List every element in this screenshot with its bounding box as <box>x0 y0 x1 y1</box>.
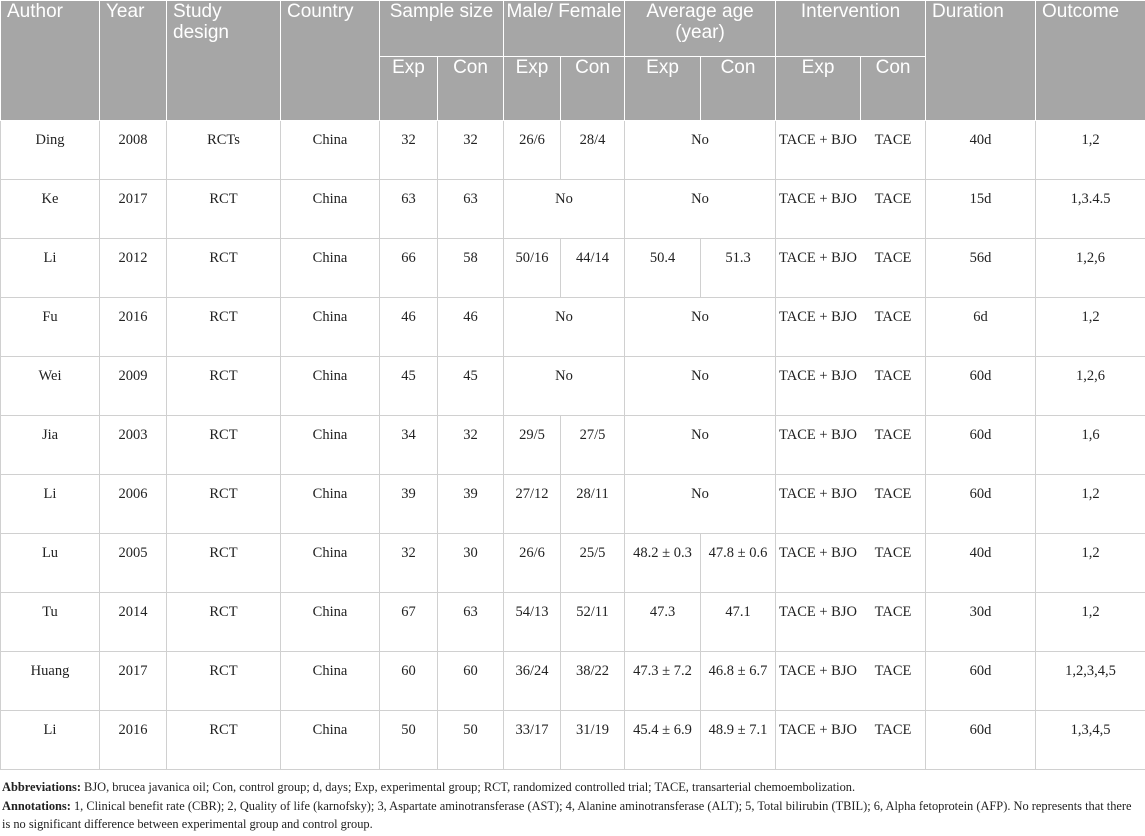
cell-year: 2003 <box>100 416 167 475</box>
cell-intervention-exp: TACE + BJO <box>776 121 861 180</box>
cell-age-exp: 48.2 ± 0.3 <box>625 534 701 593</box>
cell-sample-con: 50 <box>438 711 504 770</box>
cell-mf-exp: 54/13 <box>504 593 561 652</box>
cell-male-female: No <box>504 357 625 416</box>
table-row <box>1 298 1145 357</box>
cell-study-design: RCT <box>167 593 281 652</box>
cell-mf-con: 28/4 <box>561 121 625 180</box>
cell-intervention-exp: TACE + BJO <box>776 711 861 770</box>
cell-sample-con: 63 <box>438 180 504 239</box>
cell-outcome: 1,2,6 <box>1036 357 1145 416</box>
cell-average-age: No <box>625 357 776 416</box>
cell-author: Tu <box>1 593 100 652</box>
header-author: Author <box>1 1 100 121</box>
cell-sample-con: 58 <box>438 239 504 298</box>
cell-mf-con: 28/11 <box>561 475 625 534</box>
cell-study-design: RCT <box>167 298 281 357</box>
cell-outcome: 1,2 <box>1036 534 1145 593</box>
cell-country: China <box>281 475 380 534</box>
cell-intervention-exp: TACE + BJO <box>776 357 861 416</box>
cell-mf-exp: 50/16 <box>504 239 561 298</box>
cell-author: Huang <box>1 652 100 711</box>
cell-sample-con: 32 <box>438 416 504 475</box>
cell-outcome: 1,2 <box>1036 121 1145 180</box>
cell-sample-exp: 32 <box>380 121 438 180</box>
annotations-text: 1, Clinical benefit rate (CBR); 2, Quality of life (karnofsky); 3, Aspartate aminotransferase (AST); 4, Alanine aminotransferase (ALT); 5, Total bilirubin (TBIL); 6, Alpha fetoprotein (AFP). No represents that there is no significant difference between experimental group and control group. <box>2 798 1132 831</box>
cell-age-con: 51.3 <box>701 239 776 298</box>
cell-intervention-exp: TACE + BJO <box>776 416 861 475</box>
cell-average-age: No <box>625 121 776 180</box>
subheader-sample-con: Con <box>438 57 504 121</box>
cell-intervention-con: TACE <box>861 534 926 593</box>
cell-mf-con: 31/19 <box>561 711 625 770</box>
cell-sample-exp: 34 <box>380 416 438 475</box>
table-body <box>1 121 1145 770</box>
cell-author: Li <box>1 475 100 534</box>
cell-intervention-con: TACE <box>861 239 926 298</box>
cell-intervention-exp: TACE + BJO <box>776 593 861 652</box>
cell-mf-exp: 26/6 <box>504 534 561 593</box>
cell-country: China <box>281 180 380 239</box>
cell-sample-exp: 32 <box>380 534 438 593</box>
cell-outcome: 1,6 <box>1036 416 1145 475</box>
cell-mf-exp: 29/5 <box>504 416 561 475</box>
cell-country: China <box>281 416 380 475</box>
cell-mf-con: 27/5 <box>561 416 625 475</box>
cell-study-design: RCTs <box>167 121 281 180</box>
cell-sample-exp: 60 <box>380 652 438 711</box>
cell-year: 2012 <box>100 239 167 298</box>
cell-duration: 15d <box>926 180 1036 239</box>
cell-duration: 60d <box>926 416 1036 475</box>
cell-intervention-exp: TACE + BJO <box>776 298 861 357</box>
cell-year: 2016 <box>100 298 167 357</box>
cell-year: 2005 <box>100 534 167 593</box>
cell-mf-exp: 36/24 <box>504 652 561 711</box>
cell-study-design: RCT <box>167 475 281 534</box>
cell-mf-exp: 33/17 <box>504 711 561 770</box>
abbreviations-label: Abbreviations: <box>2 780 81 794</box>
cell-intervention-con: TACE <box>861 416 926 475</box>
cell-intervention-con: TACE <box>861 180 926 239</box>
cell-age-exp: 50.4 <box>625 239 701 298</box>
cell-intervention-con: TACE <box>861 475 926 534</box>
cell-year: 2014 <box>100 593 167 652</box>
cell-intervention-con: TACE <box>861 711 926 770</box>
cell-intervention-exp: TACE + BJO <box>776 239 861 298</box>
cell-duration: 56d <box>926 239 1036 298</box>
cell-author: Li <box>1 711 100 770</box>
cell-sample-exp: 50 <box>380 711 438 770</box>
cell-study-design: RCT <box>167 180 281 239</box>
header-study-design: Study design <box>167 1 281 121</box>
table-row <box>1 652 1145 711</box>
cell-study-design: RCT <box>167 711 281 770</box>
cell-outcome: 1,3.4.5 <box>1036 180 1145 239</box>
cell-intervention-con: TACE <box>861 652 926 711</box>
cell-sample-exp: 67 <box>380 593 438 652</box>
cell-mf-exp: 27/12 <box>504 475 561 534</box>
cell-outcome: 1,2,3,4,5 <box>1036 652 1145 711</box>
abbreviations-note <box>2 778 1142 797</box>
cell-duration: 40d <box>926 534 1036 593</box>
cell-outcome: 1,2 <box>1036 298 1145 357</box>
cell-sample-con: 63 <box>438 593 504 652</box>
cell-age-exp: 45.4 ± 6.9 <box>625 711 701 770</box>
cell-author: Ke <box>1 180 100 239</box>
cell-year: 2017 <box>100 652 167 711</box>
cell-sample-exp: 63 <box>380 180 438 239</box>
cell-age-con: 47.8 ± 0.6 <box>701 534 776 593</box>
table-footnotes <box>2 778 1142 834</box>
cell-sample-con: 60 <box>438 652 504 711</box>
header-outcome: Outcome <box>1036 1 1145 121</box>
cell-outcome: 1,2 <box>1036 475 1145 534</box>
cell-average-age: No <box>625 475 776 534</box>
cell-intervention-con: TACE <box>861 298 926 357</box>
header-country: Country <box>281 1 380 121</box>
cell-sample-exp: 45 <box>380 357 438 416</box>
cell-study-design: RCT <box>167 357 281 416</box>
cell-age-exp: 47.3 ± 7.2 <box>625 652 701 711</box>
cell-duration: 30d <box>926 593 1036 652</box>
cell-study-design: RCT <box>167 239 281 298</box>
cell-average-age: No <box>625 416 776 475</box>
table-row <box>1 534 1145 593</box>
cell-outcome: 1,3,4,5 <box>1036 711 1145 770</box>
cell-country: China <box>281 534 380 593</box>
cell-duration: 60d <box>926 475 1036 534</box>
table-row <box>1 593 1145 652</box>
subheader-age-con: Con <box>701 57 776 121</box>
subheader-sample-exp: Exp <box>380 57 438 121</box>
table-row <box>1 475 1145 534</box>
cell-average-age: No <box>625 180 776 239</box>
cell-country: China <box>281 357 380 416</box>
cell-author: Lu <box>1 534 100 593</box>
cell-average-age: No <box>625 298 776 357</box>
table-row <box>1 416 1145 475</box>
cell-sample-con: 39 <box>438 475 504 534</box>
cell-year: 2017 <box>100 180 167 239</box>
cell-intervention-exp: TACE + BJO <box>776 180 861 239</box>
cell-intervention-exp: TACE + BJO <box>776 534 861 593</box>
header-year: Year <box>100 1 167 121</box>
cell-year: 2008 <box>100 121 167 180</box>
cell-study-design: RCT <box>167 416 281 475</box>
annotations-note <box>2 797 1142 834</box>
cell-sample-con: 46 <box>438 298 504 357</box>
cell-outcome: 1,2 <box>1036 593 1145 652</box>
cell-duration: 60d <box>926 711 1036 770</box>
cell-intervention-con: TACE <box>861 357 926 416</box>
cell-age-con: 47.1 <box>701 593 776 652</box>
cell-country: China <box>281 652 380 711</box>
cell-duration: 60d <box>926 357 1036 416</box>
subheader-int-con: Con <box>861 57 926 121</box>
cell-mf-con: 38/22 <box>561 652 625 711</box>
subheader-mf-con: Con <box>561 57 625 121</box>
annotations-label: Annotations: <box>2 798 71 813</box>
cell-mf-exp: 26/6 <box>504 121 561 180</box>
header-sample-size: Sample size <box>380 1 504 57</box>
subheader-age-exp: Exp <box>625 57 701 121</box>
cell-intervention-exp: TACE + BJO <box>776 652 861 711</box>
subheader-mf-exp: Exp <box>504 57 561 121</box>
cell-country: China <box>281 239 380 298</box>
header-average-age: Average age (year) <box>625 1 776 57</box>
cell-author: Wei <box>1 357 100 416</box>
cell-age-con: 46.8 ± 6.7 <box>701 652 776 711</box>
header-duration: Duration <box>926 1 1036 121</box>
cell-duration: 40d <box>926 121 1036 180</box>
abbreviations-text: BJO, brucea javanica oil; Con, control group; d, days; Exp, experimental group; RCT, randomized controlled trial; TACE, transarterial chemoembolization. <box>80 780 856 794</box>
cell-study-design: RCT <box>167 652 281 711</box>
cell-author: Li <box>1 239 100 298</box>
cell-intervention-exp: TACE + BJO <box>776 475 861 534</box>
cell-sample-con: 32 <box>438 121 504 180</box>
cell-author: Ding <box>1 121 100 180</box>
table-row <box>1 239 1145 298</box>
table-row <box>1 180 1145 239</box>
cell-mf-con: 44/14 <box>561 239 625 298</box>
cell-duration: 6d <box>926 298 1036 357</box>
cell-country: China <box>281 593 380 652</box>
subheader-int-exp: Exp <box>776 57 861 121</box>
cell-author: Fu <box>1 298 100 357</box>
cell-male-female: No <box>504 298 625 357</box>
table-row <box>1 711 1145 770</box>
cell-country: China <box>281 298 380 357</box>
cell-outcome: 1,2,6 <box>1036 239 1145 298</box>
cell-intervention-con: TACE <box>861 593 926 652</box>
cell-sample-con: 45 <box>438 357 504 416</box>
cell-country: China <box>281 711 380 770</box>
table-row <box>1 121 1145 180</box>
cell-male-female: No <box>504 180 625 239</box>
cell-year: 2006 <box>100 475 167 534</box>
cell-mf-con: 25/5 <box>561 534 625 593</box>
cell-sample-exp: 66 <box>380 239 438 298</box>
cell-mf-con: 52/11 <box>561 593 625 652</box>
table-row <box>1 357 1145 416</box>
cell-age-con: 48.9 ± 7.1 <box>701 711 776 770</box>
cell-study-design: RCT <box>167 534 281 593</box>
cell-duration: 60d <box>926 652 1036 711</box>
cell-year: 2016 <box>100 711 167 770</box>
cell-intervention-con: TACE <box>861 121 926 180</box>
cell-year: 2009 <box>100 357 167 416</box>
header-male-female: Male/ Female <box>504 1 625 57</box>
cell-sample-exp: 46 <box>380 298 438 357</box>
cell-country: China <box>281 121 380 180</box>
cell-sample-exp: 39 <box>380 475 438 534</box>
header-intervention: Intervention <box>776 1 926 57</box>
cell-age-exp: 47.3 <box>625 593 701 652</box>
cell-author: Jia <box>1 416 100 475</box>
cell-sample-con: 30 <box>438 534 504 593</box>
